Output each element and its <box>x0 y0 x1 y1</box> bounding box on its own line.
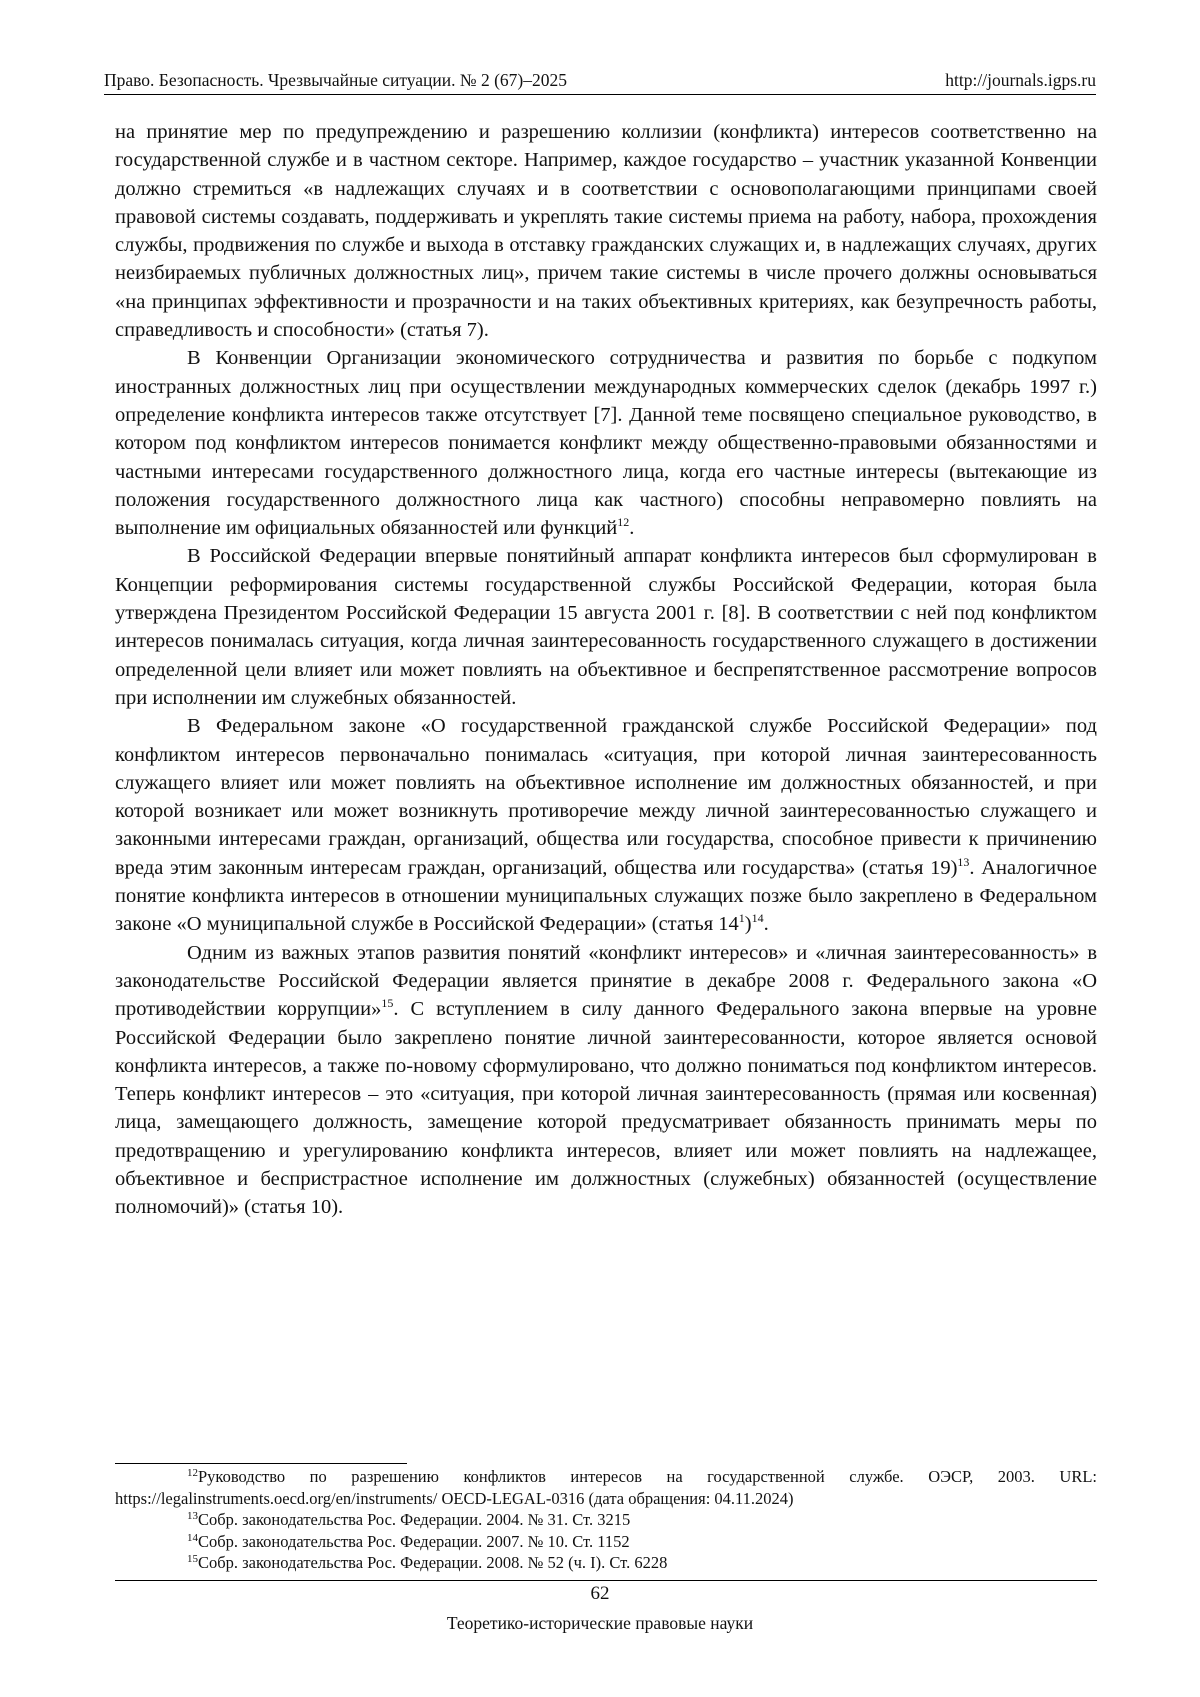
journal-url[interactable]: http://journals.igps.ru <box>945 70 1096 90</box>
footer-separator <box>115 1580 1097 1581</box>
running-header <box>104 64 1096 95</box>
paragraph-3: В Российской Федерации впервые понятийный аппарат конфликта интересов был сформулирован в Концепции реформирования системы государственной службы Российской Федерации, которая была утверждена Президентом Российской Федерации 15 августа 2001 г. [8]. В соответствии с ней под конфликтом интересов понималась ситуация, когда личная заинтересованность государственного служащего в достижении определенной цели влияет или может повлиять на объективное и беспрепятственное рассмотрение вопросов при исполнении им служебных обязанностей. <box>115 545 1097 709</box>
paragraph-1: на принятие мер по предупреждению и разрешению коллизии (конфликта) интересов соответственно на государственной службе и в частном секторе. Например, каждое государство – участник указанной Конвенции должно стремиться «в надлежащих случаях и в соответствии с основополагающими принципами своей правовой системы создавать, поддерживать и укреплять такие системы приема на работу, набора, прохождения службы, продвижения по службе и выхода в отставку гражданских служащих и, в надлежащих случаях, других неизбираемых публичных должностных лиц», причем такие системы в числе прочего должны основываться «на принципах эффективности и прозрачности и на таких объективных критериях, как безупречность работы, справедливость и способности» (статья 7). <box>115 121 1097 342</box>
footnote-14: $^{14}$Собр. законодательства Рос. Федерации. 2007. № 10. Ст. 1152 <box>187 1531 630 1551</box>
journal-title: Право. Безопасность. Чрезвычайные ситуации. № 2 (67)–2025 <box>104 70 568 90</box>
footnote-ref-14[interactable]: 14 <box>751 911 764 926</box>
paragraph-5: Одним из важных этапов развития понятий «конфликт интересов» и «личная заинтересованность» в законодательстве Российской Федерации является принятие в декабре 2008 г. Федерального закона «О противодействии коррупции»$^{15}$. С вступлением в силу данного Федерального закона впервые на уровне Российской Федерации было закреплено понятие личной заинтересованности, которое является основой конфликта интересов, а также по-новому сформулировано, что должно пониматься под конфликтом интересов. Теперь конфликт интересов – это «ситуация, при которой личная заинтересованность (прямая или косвенная) лица, замещающего должность, замещение которой предусматривает обязанность принимать меры по предотвращению и урегулированию конфликта интересов, влияет или может повлиять на надлежащее, объективное и беспристрастное исполнение им должностных (служебных) обязанностей (осуществление полномочий)» (статья 10). <box>115 941 1098 1219</box>
footnote-separator <box>115 1463 407 1464</box>
footnote-12: $^{12}$Руководство по разрешению конфликтов интересов на государственной службе. ОЭСР, 2003. URL: https://legalinstruments.oecd.org/en/instruments/ OECD-LEGAL-0316 (дата обращения: 04.11.2024) <box>115 1467 1097 1508</box>
section-name: Теоретико-исторические правовые науки <box>446 1613 754 1633</box>
article-body <box>115 118 1097 1222</box>
footnote-ref-13[interactable]: 13 <box>957 854 970 869</box>
footnotes <box>115 1466 1097 1574</box>
footnote-13: $^{13}$Собр. законодательства Рос. Федерации. 2004. № 31. Ст. 3215 <box>187 1510 631 1529</box>
paragraph-2: В Конвенции Организации экономического сотрудничества и развития по борьбе с подкупом иностранных должностных лиц при осуществлении международных коммерческих сделок (декабрь 1997 г.) определение конфликта интересов также отсутствует [7]. Данной теме посвящено специальное руководство, в котором под конфликтом интересов понимается конфликт между общественно-правовыми обязанностями и частными интересами государственного должностного лица, когда его частные интересы (вытекающие из положения государственного должностного лица как частного) способны неправомерно повлиять на выполнение им официальных обязанностей или функций$^{12}$. <box>115 347 1097 540</box>
footnote-ref-15[interactable]: 15 <box>381 996 394 1011</box>
footnote-ref-12[interactable]: 12 <box>617 515 630 530</box>
page-number: 62 <box>590 1583 610 1604</box>
article-superscript: 1 <box>738 911 745 926</box>
paragraph-4: В Федеральном законе «О государственной гражданской службе Российской Федерации» под конфликтом интересов первоначально понималась «ситуация, при которой личная заинтересованность служащего влияет или может повлиять на объективное исполнение им должностных обязанностей, и при которой возникает или может возникнуть противоречие между личной заинтересованностью служащего и законными интересами граждан, организаций, общества или государства, способное привести к причинению вреда этим законным интересам граждан, организаций, общества или государства» (статья 19)$^{13}$. Аналогичное понятие конфликта интересов в отношении муниципальных служащих позже было закреплено в Федеральном законе «О муниципальной службе в Российской Федерации» (статья $14^1)^{14}$. <box>115 715 1097 936</box>
footnote-15: $^{15}$Собр. законодательства Рос. Федерации. 2008. № 52 (ч. I). Ст. 6228 <box>187 1553 668 1572</box>
